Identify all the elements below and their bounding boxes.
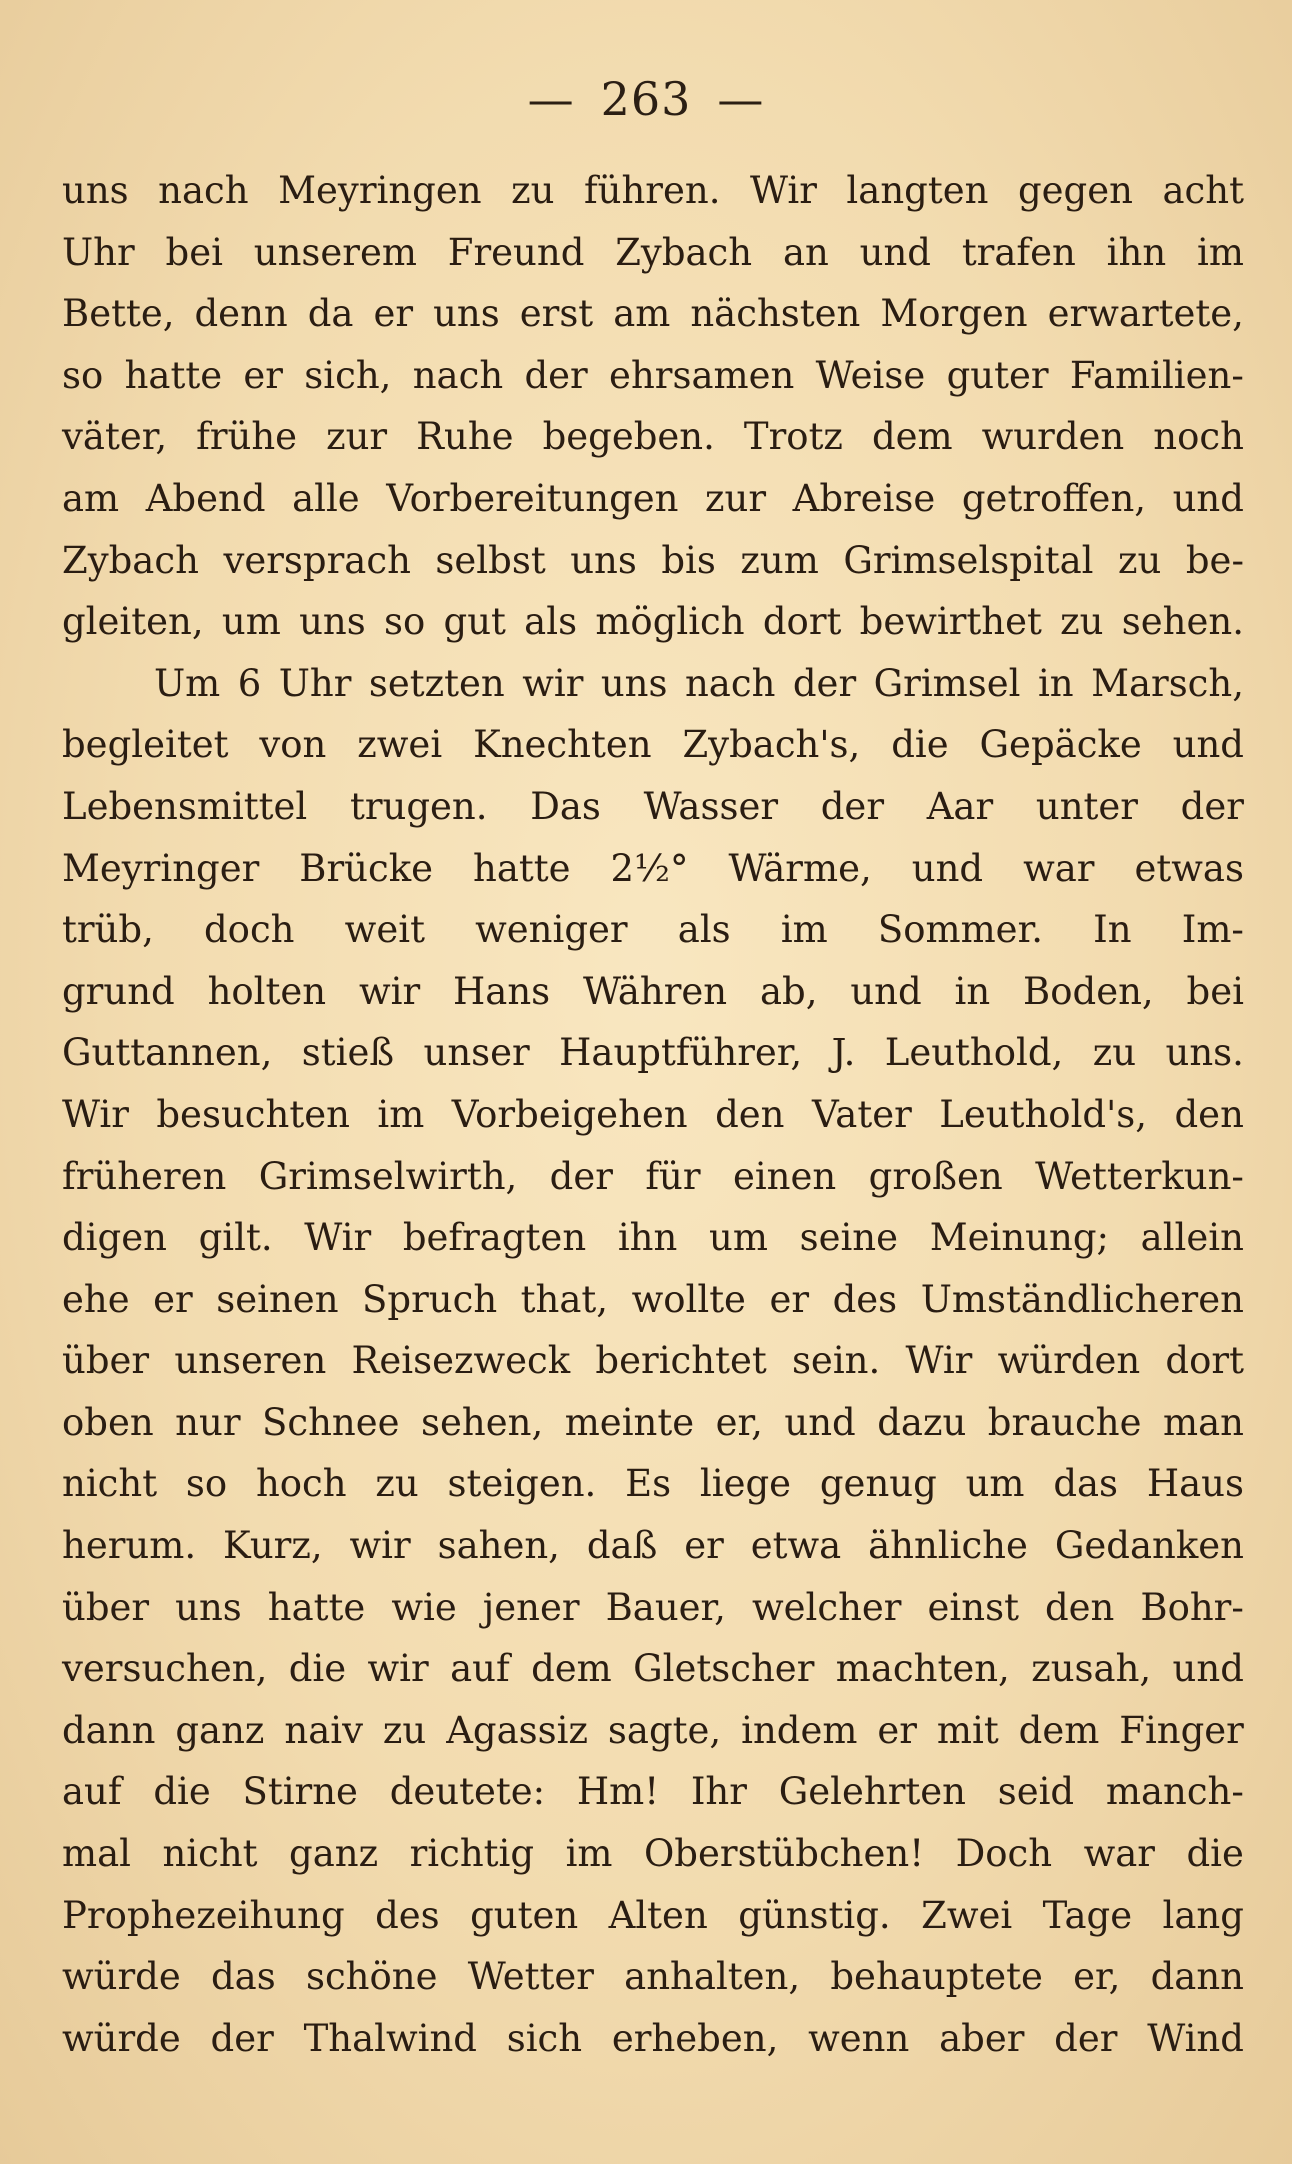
text-line: Prophezeihung des guten Alten günstig. Zwei Tage lang <box>62 1893 1244 1937</box>
text-line: gleiten, um uns so gut als möglich dort bewirthet zu sehen. <box>62 600 1244 644</box>
text-line-paragraph-start: Um 6 Uhr setzten wir uns nach der Grimsel in Marsch, <box>154 661 1244 705</box>
text-line: Meyringer Brücke hatte 2½° Wärme, und war etwas <box>62 846 1244 890</box>
text-line: Wir besuchten im Vorbeigehen den Vater Leuthold's, den <box>62 1092 1244 1136</box>
text-line: früheren Grimselwirth, der für einen großen Wetterkun- <box>62 1154 1244 1198</box>
text-line: auf die Stirne deutete: Hm! Ihr Gelehrten seid manch- <box>62 1770 1244 1814</box>
text-line: versuchen, die wir auf dem Gletscher machten, zusah, und <box>62 1647 1244 1691</box>
page-number-value: 263 <box>600 72 692 126</box>
text-line: ehe er seinen Spruch that, wollte er des Umständlicheren <box>62 1277 1244 1321</box>
page-number <box>0 72 1292 126</box>
text-line: Bette, denn da er uns erst am nächsten Morgen erwartete, <box>62 292 1244 336</box>
text-line: herum. Kurz, wir sahen, daß er etwa ähnliche Gedanken <box>62 1524 1244 1568</box>
text-line: am Abend alle Vorbereitungen zur Abreise getroffen, und <box>62 476 1244 520</box>
text-line: trüb, doch weit weniger als im Sommer. In Im- <box>62 908 1244 952</box>
text-line: digen gilt. Wir befragten ihn um seine Meinung; allein <box>62 1216 1244 1260</box>
page-number-dash-right: — <box>717 72 765 126</box>
text-line: Uhr bei unserem Freund Zybach an und trafen ihn im <box>62 230 1244 274</box>
text-line: über uns hatte wie jener Bauer, welcher einst den Bohr- <box>62 1585 1244 1629</box>
text-line: uns nach Meyringen zu führen. Wir langten gegen acht <box>62 169 1244 212</box>
text-line: so hatte er sich, nach der ehrsamen Weise guter Familien- <box>62 353 1244 397</box>
text-line: väter, frühe zur Ruhe begeben. Trotz dem wurden noch <box>62 415 1244 459</box>
body-text <box>62 160 1244 2069</box>
text-line: würde der Thalwind sich erheben, wenn aber der Wind <box>62 2016 1244 2060</box>
text-line: über unseren Reisezweck berichtet sein. Wir würden dort <box>62 1339 1244 1383</box>
text-line: nicht so hoch zu steigen. Es liege genug um das Haus <box>62 1462 1244 1506</box>
text-line: begleitet von zwei Knechten Zybach's, die Gepäcke und <box>62 723 1244 767</box>
text-line: dann ganz naiv zu Agassiz sagte, indem er mit dem Finger <box>62 1708 1244 1752</box>
text-line: Lebensmittel trugen. Das Wasser der Aar unter der <box>62 784 1244 828</box>
text-line: mal nicht ganz richtig im Oberstübchen! Doch war die <box>62 1832 1244 1876</box>
page-number-dash-left: — <box>527 72 575 126</box>
text-line: grund holten wir Hans Währen ab, und in Boden, bei <box>62 969 1244 1013</box>
text-line: würde das schöne Wetter anhalten, behauptete er, dann <box>62 1955 1244 1999</box>
text-line: Guttannen, stieß unser Hauptführer, J. Leuthold, zu uns. <box>62 1031 1244 1075</box>
text-line: oben nur Schnee sehen, meinte er, und dazu brauche man <box>62 1400 1244 1444</box>
text-line: Zybach versprach selbst uns bis zum Grimselspital zu be- <box>62 538 1244 582</box>
